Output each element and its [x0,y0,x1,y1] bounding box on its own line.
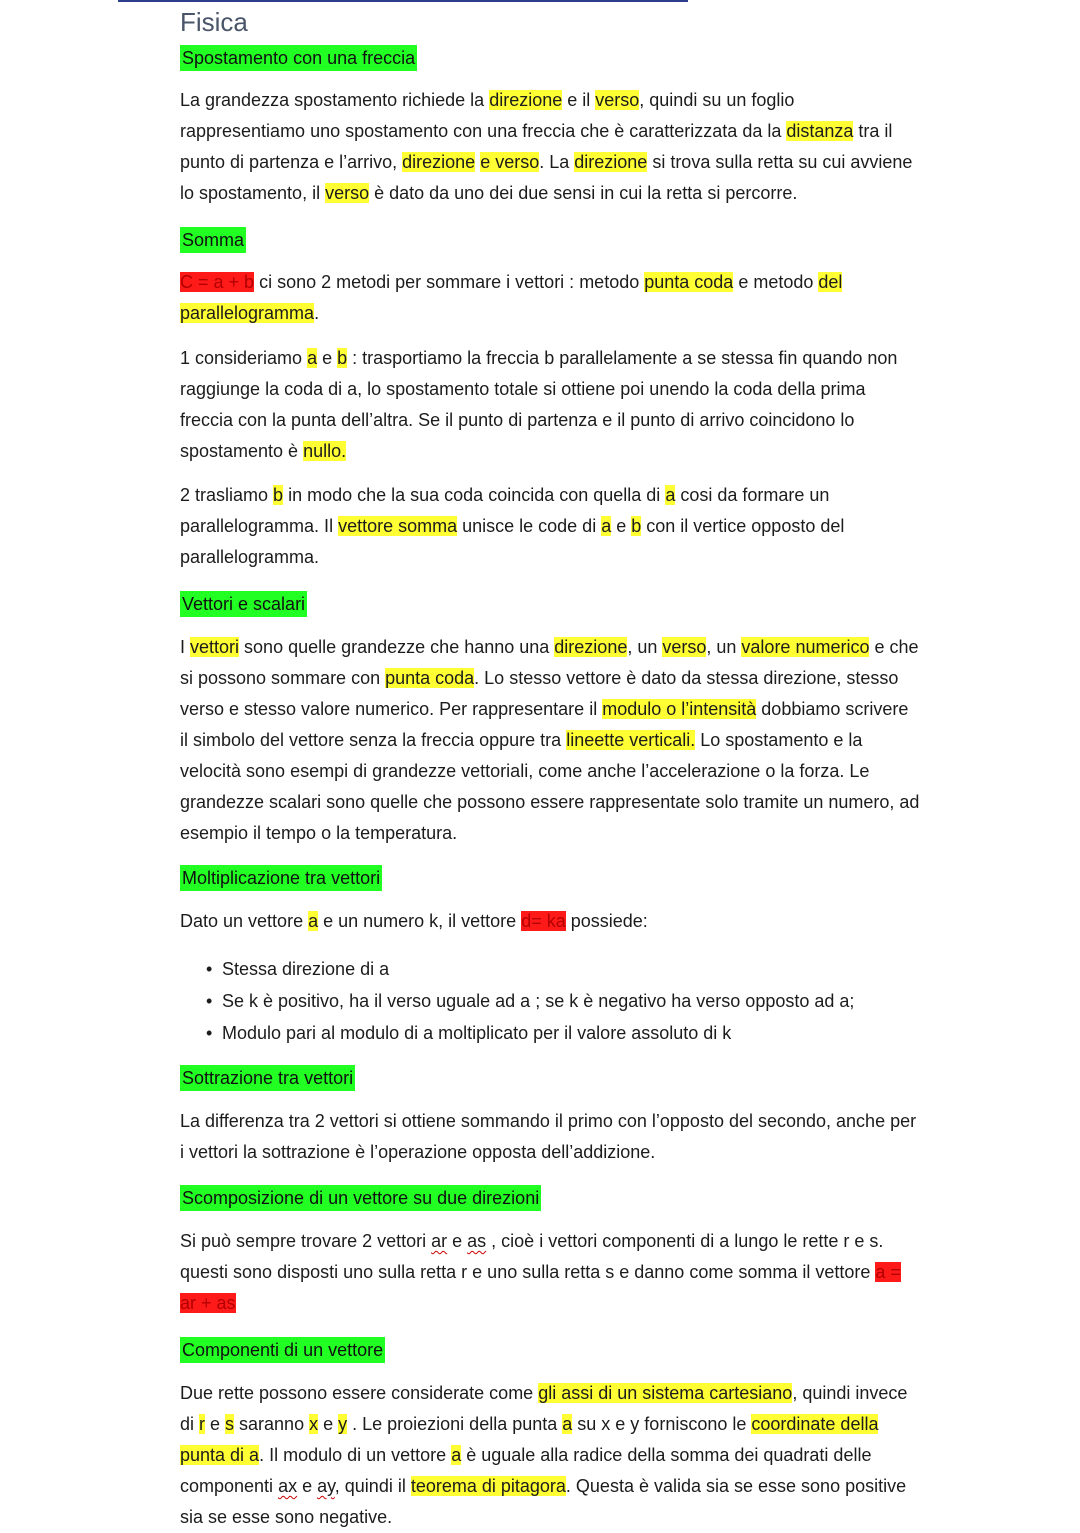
formula-d: d= ka [521,911,566,931]
list-item: • Modulo pari al modulo di a moltiplicato per il valore assoluto di k [222,1017,854,1049]
paragraph-moltiplicazione: Dato un vettore a e un numero k, il vettore d= ka possiede: [180,911,648,931]
list-item: • Se k è positivo, ha il verso uguale ad a ; se k è negativo ha verso opposto ad a; [222,985,854,1017]
paragraph-spostamento: La grandezza spostamento richiede la direzione e il verso, quindi su un foglio rappresentiamo uno spostamento con una freccia che è caratterizzata da la distanza tra il punto di partenza e l’arrivo, direzione e verso. La direzione si trova sulla retta su cui avviene lo spostamento, il verso è dato da uno dei due sensi in cui la retta si percorre. [180,90,913,203]
paragraph-vettori-scalari: I vettori sono quelle grandezze che hanno una direzione, un verso, un valore numerico e che si possono sommare con punta coda. Lo stesso vettore è dato da stessa direzione, stesso verso e stesso valore numerico. Per rappresentare il modulo o l’intensità dobbiamo scrivere il simbolo del vettore senza la freccia oppure tra lineette verticali. Lo spostamento e la velocità sono esempi di grandezze vettoriali, come anche l’accelerazione o la forza. Le grandezze scalari sono quelle che possono essere rappresentate solo tramite un numero, ad esempio il tempo o la temperatura. [180,637,920,843]
formula-a: a = ar + as [180,1262,901,1313]
heading-moltiplicazione: Moltiplicazione tra vettori [180,865,382,891]
top-rule [118,0,688,2]
formula-c: C = a + b [180,272,255,292]
heading-somma: Somma [180,227,246,253]
paragraph-somma-metodo-2: 2 trasliamo b in modo che la sua coda coincida con quella di a cosi da formare un parallelogramma. Il vettore somma unisce le code di a e b con il vertice opposto del parallelogramma. [180,485,845,567]
paragraph-somma-intro: C = a + b ci sono 2 metodi per sommare i vettori : metodo punta coda e metodo del parallelogramma. [180,272,843,323]
paragraph-componenti: Due rette possono essere considerate come gli assi di un sistema cartesiano, quindi invece di r e s saranno x e y . Le proiezioni della punta a su x e y forniscono le coordinate della punta di a. Il modulo di un vettore a è uguale alla radice della somma dei quadrati delle componenti ax e ay, quindi il teorema di pitagora. Questa è valida sia se esse sono positive sia se esse sono negative. [180,1383,908,1527]
paragraph-scomposizione: Si può sempre trovare 2 vettori ar e as , cioè i vettori componenti di a lungo le rette r e s. questi sono disposti uno sulla retta r e uno sulla retta s e danno come somma il vettore a = ar + as [180,1231,901,1313]
heading-spostamento: Spostamento con una freccia [180,45,417,71]
heading-vettori-scalari: Vettori e scalari [180,591,307,617]
heading-scomposizione: Scomposizione di un vettore su due direzioni [180,1185,541,1211]
list-item: • Stessa direzione di a [222,953,854,985]
heading-sottrazione: Sottrazione tra vettori [180,1065,355,1091]
paragraph-somma-metodo-1: 1 consideriamo a e b : trasportiamo la freccia b parallelamente a se stessa fin quando non raggiunge la coda di a, lo spostamento totale si ottiene poi unendo la coda della prima freccia con la punta dell’altra. Se il punto di partenza e il punto di arrivo coincidono lo spostamento è nullo. [180,348,898,461]
heading-componenti: Componenti di un vettore [180,1337,385,1363]
bullet-list-moltiplicazione [180,953,854,1049]
paragraph-sottrazione: La differenza tra 2 vettori si ottiene sommando il primo con l’opposto del secondo, anche per i vettori la sottrazione è l’operazione opposta dell’addizione. [180,1111,917,1162]
page-title: Fisica [180,7,248,37]
